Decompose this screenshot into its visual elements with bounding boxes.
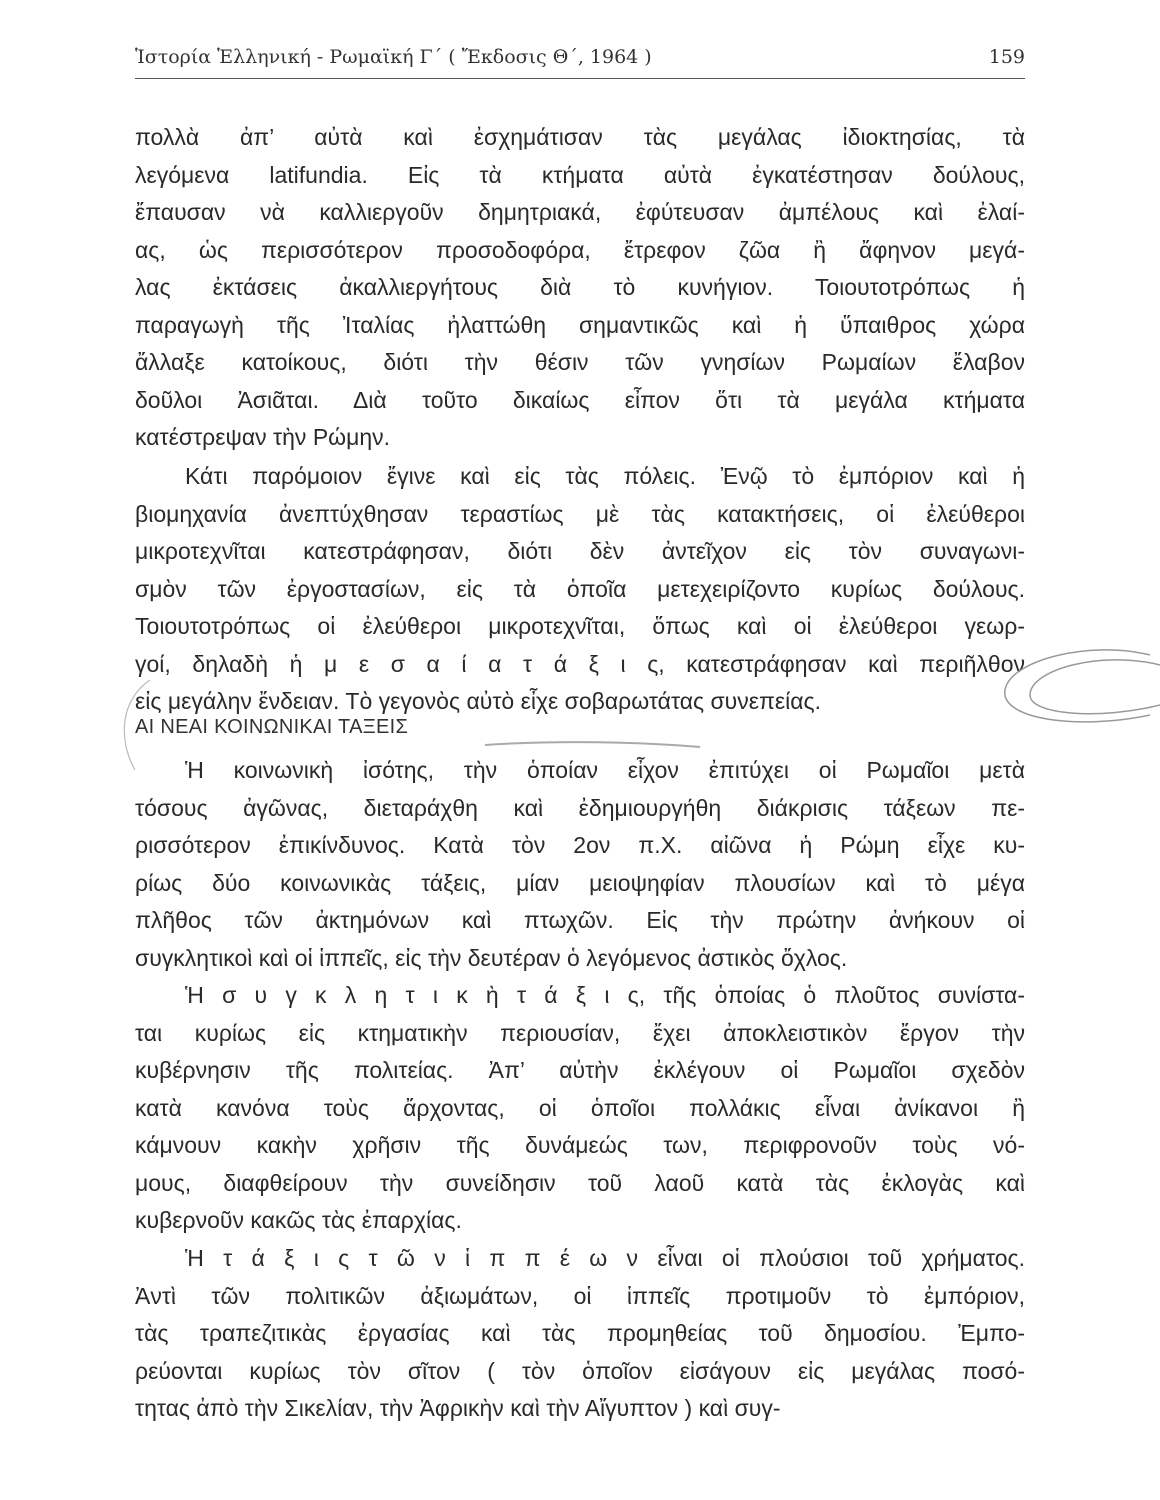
text-line: κάμνουν κακὴν χρῆσιν τῆς δυνάμεώς των, περιφρονοῦν τοὺς νό-	[135, 1132, 1025, 1158]
header-title: Ἱστορία Ἑλληνική - Ρωμαϊκή Γ΄ ( Ἔκδοσις Θ΄, 1964 )	[135, 46, 652, 68]
text-line: παραγωγὴ τῆς Ἰταλίας ἠλαττώθη σημαντικῶς καὶ ἡ ὕπαιθρος χώρα	[135, 311, 1025, 338]
text-line: Τοιουτοτρόπως οἱ ἐλεύθεροι μικροτεχνῖται, ὅπως καὶ οἱ ἐλεύθεροι γεωρ-	[135, 613, 1025, 639]
text-line: εἰς μεγάλην ἔνδειαν. Τὸ γεγονὸς αὐτὸ εἶχε σοβαρωτάτας συνεπείας.	[135, 688, 822, 714]
text-line: τητας ἀπὸ τὴν Σικελίαν, τὴν Ἀφρικὴν καὶ τὴν Αἴγυπτον ) καὶ συγ-	[135, 1395, 781, 1421]
text-line: ρεύονται κυρίως τὸν σῖτον ( τὸν ὁποῖον εἰσάγουν εἰς μεγάλας ποσό-	[135, 1357, 1025, 1384]
text-line: Ἡ σ υ γ κ λ η τ ι κ ὴ τ ά ξ ι ς, τῆς ὁποίας ὁ πλοῦτος συνίστα-	[185, 982, 1025, 1008]
text-line: ἄλλαξε κατοίκους, διότι τὴν θέσιν τῶν γνησίων Ρωμαίων ἔλαβον	[135, 349, 1025, 375]
text-line: κυβερνοῦν κακῶς τὰς ἐπαρχίας.	[135, 1207, 462, 1233]
text-line: σμὸν τῶν ἐργοστασίων, εἰς τὰ ὁποῖα μετεχειρίζοντο κυρίως δούλους.	[135, 575, 1025, 602]
text-line: κυβέρνησιν τῆς πολιτείας. Ἀπ’ αὐτὴν ἐκλέγουν οἱ Ρωμαῖοι σχεδὸν	[135, 1057, 1025, 1083]
text-line: πολλὰ ἀπ’ αὐτὰ καὶ ἐσχημάτισαν τὰς μεγάλας ἰδιοκτησίας, τὰ	[135, 124, 1025, 150]
text-line: κατέστρεψαν τὴν Ρώμην.	[135, 424, 391, 450]
text-line: Ἀντὶ τῶν πολιτικῶν ἀξιωμάτων, οἱ ἱππεῖς προτιμοῦν τὸ ἐμπόριον,	[135, 1282, 1025, 1309]
text-line: τὰς τραπεζιτικὰς ἐργασίας καὶ τὰς προμηθείας τοῦ δημοσίου. Ἐμπο-	[135, 1320, 1025, 1346]
text-line: κατὰ κανόνα τοὺς ἄρχοντας, οἱ ὁποῖοι πολλάκις εἶναι ἀνίκανοι ἢ	[135, 1094, 1025, 1121]
text-line: πλῆθος τῶν ἀκτημόνων καὶ πτωχῶν. Εἰς τὴν πρώτην ἀνήκουν οἱ	[135, 907, 1025, 933]
text-line: βιομηχανία ἀνεπτύχθησαν τεραστίως μὲ τὰς κατακτήσεις, οἱ ἐλεύθεροι	[135, 500, 1025, 527]
pencil-underline	[485, 742, 700, 747]
running-header	[135, 38, 1025, 78]
text-line: δοῦλοι Ἀσιᾶται. Διὰ τοῦτο δικαίως εἶπον ὅτι τὰ μεγάλα κτήματα	[135, 386, 1025, 413]
text-line: ἔπαυσαν νὰ καλλιεργοῦν δημητριακά, ἐφύτευσαν ἀμπέλους καὶ ἐλαί-	[135, 199, 1025, 225]
paragraph-2	[135, 458, 1025, 721]
section-heading: ΑΙ ΝΕΑΙ ΚΟΙΝΩΝΙΚΑΙ ΤΑΞΕΙΣ	[135, 716, 409, 738]
text-line: γοί, δηλαδὴ ἡ μ ε σ α ί α τ ά ξ ι ς, κατεστράφησαν καὶ περιῆλθον	[135, 650, 1025, 677]
text-line: μους, διαφθείρουν τὴν συνείδησιν τοῦ λαοῦ κατὰ τὰς ἐκλογὰς καὶ	[135, 1169, 1025, 1196]
text-line: λεγόμενα latifundia. Εἰς τὰ κτήματα αὐτὰ ἐγκατέστησαν δούλους,	[135, 161, 1025, 188]
paragraph-4	[135, 977, 1025, 1240]
text-line: τόσους ἀγῶνας, διεταράχθη καὶ ἐδημιουργήθη διάκρισις τάξεων πε-	[135, 794, 1025, 821]
text-line: ρισσότερον ἐπικίνδυνος. Κατὰ τὸν 2ον π.Χ. αἰῶνα ἡ Ρώμη εἶχε κυ-	[135, 832, 1025, 858]
text-line: συγκλητικοὶ καὶ οἱ ἱππεῖς, εἰς τὴν δευτέραν ὁ λεγόμενος ἀστικὸς ὄχλος.	[135, 944, 848, 971]
text-line: ρίως δύο κοινωνικὰς τάξεις, μίαν μειοψηφίαν πλουσίων καὶ τὸ μέγα	[135, 869, 1025, 896]
text-line: Ἡ τ ά ξ ι ς τ ῶ ν ἱ π π έ ω ν εἶναι οἱ πλούσιοι τοῦ χρήματος.	[185, 1245, 1025, 1271]
paragraph-1	[135, 119, 1025, 457]
pencil-circle-scribble	[1005, 650, 1160, 722]
paragraph-5	[135, 1240, 1025, 1428]
text-line: λας ἐκτάσεις ἀκαλλιεργήτους διὰ τὸ κυνήγιον. Τοιουτοτρόπως ἡ	[135, 274, 1025, 300]
paragraph-3	[135, 752, 1025, 977]
text-line: Κάτι παρόμοιον ἔγινε καὶ εἰς τὰς πόλεις. Ἐνῷ τὸ ἐμπόριον καὶ ἡ	[185, 463, 1025, 489]
text-line: Ἡ κοινωνικὴ ἰσότης, τὴν ὁποίαν εἶχον ἐπιτύχει οἱ Ρωμαῖοι μετὰ	[185, 757, 1025, 783]
text-line: μικροτεχνῖται κατεστράφησαν, διότι δὲν ἀντεῖχον εἰς τὸν συναγωνι-	[135, 538, 1025, 564]
text-line: ας, ὡς περισσότερον προσοδοφόρα, ἔτρεφον ζῶα ἢ ἄφηνον μεγά-	[135, 236, 1025, 263]
text-line: ται κυρίως εἰς κτηματικὴν περιουσίαν, ἔχει ἀποκλειστικὸν ἔργον τὴν	[135, 1019, 1025, 1046]
header-rule	[135, 78, 1025, 79]
page-number: 159	[988, 46, 1025, 68]
